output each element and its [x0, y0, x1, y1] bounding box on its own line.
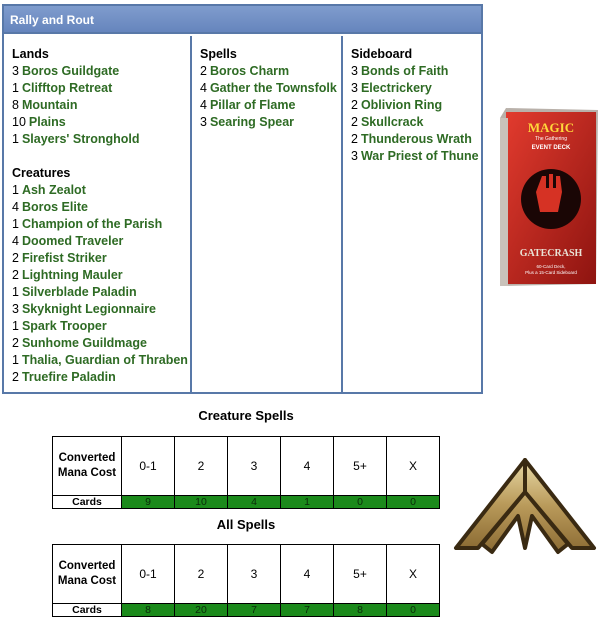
deck-box-set-name: GATECRASH: [519, 248, 583, 259]
card-name-link[interactable]: Mountain: [21, 98, 78, 112]
card-count-cell: 20: [175, 604, 228, 617]
card-name-link[interactable]: Skyknight Legionnaire: [21, 302, 157, 316]
card-name-link[interactable]: Sunhome Guildmage: [21, 336, 147, 350]
card-name-link[interactable]: Truefire Paladin: [21, 370, 116, 384]
card-quantity: 1: [12, 319, 19, 333]
card-quantity: 3: [351, 149, 358, 163]
card-entry: [12, 284, 190, 301]
card-count-cell: 10: [175, 496, 228, 509]
card-entry: [12, 250, 190, 267]
card-quantity: 2: [200, 64, 207, 78]
all-spells-table: [52, 544, 440, 617]
cmc-column-header: 5+: [334, 437, 387, 496]
card-entry: [12, 318, 190, 335]
card-name-link[interactable]: Electrickery: [360, 81, 432, 95]
card-quantity: 1: [12, 132, 19, 146]
card-entry: [351, 63, 481, 80]
section-title: Sideboard: [351, 47, 413, 61]
card-entry: [12, 80, 190, 97]
boros-guild-logo-icon: [452, 458, 598, 558]
card-quantity: 2: [12, 336, 19, 350]
section-title: Lands: [12, 47, 49, 61]
all-spells-title: All Spells: [216, 517, 276, 532]
deck-box-description-2: Plus a 15-Card Sideboard: [525, 270, 577, 275]
card-name-link[interactable]: Champion of the Parish: [21, 217, 163, 231]
card-name-link[interactable]: Lightning Mauler: [21, 268, 123, 282]
card-quantity: 10: [12, 115, 26, 129]
decklist-column-sideboard: [341, 36, 481, 392]
cmc-column-header: 4: [281, 437, 334, 496]
card-entry: [12, 97, 190, 114]
card-count-cell: 4: [228, 496, 281, 509]
card-name-link[interactable]: Oblivion Ring: [360, 98, 443, 112]
card-name-link[interactable]: Boros Guildgate: [21, 64, 120, 78]
card-entry: [12, 267, 190, 284]
cmc-column-header: 5+: [334, 545, 387, 604]
creature-spells-table: [52, 436, 440, 509]
decklist-column-main: [4, 36, 190, 392]
card-entry: [12, 199, 190, 216]
cards-row-label: Cards: [53, 496, 122, 509]
card-quantity: 1: [12, 353, 19, 367]
card-quantity: 3: [200, 115, 207, 129]
card-entry: [12, 63, 190, 80]
card-name-link[interactable]: Pillar of Flame: [209, 98, 296, 112]
card-quantity: 8: [12, 98, 19, 112]
cards-row-label: Cards: [53, 604, 122, 617]
card-name-link[interactable]: Spark Trooper: [21, 319, 107, 333]
cmc-column-header: X: [387, 545, 440, 604]
cmc-column-header: X: [387, 437, 440, 496]
card-name-link[interactable]: Boros Elite: [21, 200, 88, 214]
cmc-column-header: 2: [175, 545, 228, 604]
card-count-cell: 7: [228, 604, 281, 617]
card-entry: [351, 131, 481, 148]
deck-box-product: EVENT DECK: [531, 145, 571, 151]
card-entry: [351, 114, 481, 131]
card-quantity: 2: [351, 98, 358, 112]
card-quantity: 2: [12, 370, 19, 384]
decklist-columns: [4, 36, 481, 392]
card-count-cell: 8: [334, 604, 387, 617]
cmc-header-row: [53, 437, 440, 496]
card-quantity: 2: [351, 132, 358, 146]
deck-box-brand: MAGIC: [527, 120, 575, 135]
card-quantity: 3: [12, 302, 19, 316]
cards-row: [53, 604, 440, 617]
card-name-link[interactable]: Bonds of Faith: [360, 64, 449, 78]
card-entry: [351, 97, 481, 114]
decklist-column-spells: [190, 36, 341, 392]
card-quantity: 3: [351, 81, 358, 95]
decklist-panel: [2, 4, 483, 394]
card-quantity: 4: [12, 234, 19, 248]
card-quantity: 1: [12, 81, 19, 95]
event-deck-box-image: [496, 104, 600, 289]
card-entry: [12, 301, 190, 318]
card-name-link[interactable]: Boros Charm: [209, 64, 290, 78]
card-name-link[interactable]: Silverblade Paladin: [21, 285, 137, 299]
card-entry: [351, 80, 481, 97]
card-name-link[interactable]: Skullcrack: [360, 115, 424, 129]
card-count-cell: 9: [122, 496, 175, 509]
cmc-row-label: Converted Mana Cost: [53, 545, 122, 604]
card-entry: [12, 182, 190, 199]
card-count-cell: 0: [387, 604, 440, 617]
card-entry: [200, 97, 341, 114]
card-quantity: 2: [12, 268, 19, 282]
card-quantity: 1: [12, 217, 19, 231]
section-spacer: [12, 148, 190, 165]
card-entry: [12, 216, 190, 233]
card-count-cell: 0: [334, 496, 387, 509]
card-count-cell: 8: [122, 604, 175, 617]
card-quantity: 3: [351, 64, 358, 78]
cmc-row-label: Converted Mana Cost: [53, 437, 122, 496]
section-title: Creatures: [12, 166, 71, 180]
cmc-header-row: [53, 545, 440, 604]
card-entry: [12, 131, 190, 148]
card-entry: [200, 114, 341, 131]
cmc-column-header: 2: [175, 437, 228, 496]
card-quantity: 1: [12, 183, 19, 197]
cmc-column-header: 3: [228, 545, 281, 604]
card-name-link[interactable]: War Priest of Thune: [360, 149, 479, 163]
card-name-link[interactable]: Plains: [28, 115, 66, 129]
card-quantity: 2: [12, 251, 19, 265]
card-quantity: 1: [12, 285, 19, 299]
card-entry: [200, 80, 341, 97]
cmc-column-header: 0-1: [122, 437, 175, 496]
card-name-link[interactable]: Clifftop Retreat: [21, 81, 113, 95]
cmc-column-header: 4: [281, 545, 334, 604]
cmc-column-header: 3: [228, 437, 281, 496]
card-name-link[interactable]: Firefist Striker: [21, 251, 107, 265]
creature-spells-title: Creature Spells: [198, 408, 294, 423]
card-count-cell: 0: [387, 496, 440, 509]
card-quantity: 3: [12, 64, 19, 78]
card-name-link[interactable]: Gather the Townsfolk: [209, 81, 337, 95]
card-name-link[interactable]: Ash Zealot: [21, 183, 86, 197]
section-title: Spells: [200, 47, 237, 61]
card-quantity: 2: [351, 115, 358, 129]
card-quantity: 4: [200, 81, 207, 95]
card-name-link[interactable]: Slayers' Stronghold: [21, 132, 140, 146]
card-name-link[interactable]: Searing Spear: [209, 115, 295, 129]
card-entry: [351, 148, 481, 165]
cards-row: [53, 496, 440, 509]
card-entry: [12, 369, 190, 386]
card-name-link[interactable]: Thunderous Wrath: [360, 132, 472, 146]
card-entry: [12, 335, 190, 352]
card-entry: [200, 63, 341, 80]
deck-box-tagline: The Gathering: [535, 136, 567, 142]
card-count-cell: 7: [281, 604, 334, 617]
deck-title: Rally and Rout: [4, 6, 481, 34]
card-count-cell: 1: [281, 496, 334, 509]
card-name-link[interactable]: Doomed Traveler: [21, 234, 124, 248]
card-quantity: 4: [200, 98, 207, 112]
cmc-column-header: 0-1: [122, 545, 175, 604]
card-entry: [12, 352, 190, 369]
boros-guild-icon: [521, 169, 581, 229]
card-entry: [12, 114, 190, 131]
deck-box-description-1: 60-Card Deck,: [536, 264, 566, 269]
card-name-link[interactable]: Thalia, Guardian of Thraben: [21, 353, 188, 367]
card-quantity: 4: [12, 200, 19, 214]
card-entry: [12, 233, 190, 250]
